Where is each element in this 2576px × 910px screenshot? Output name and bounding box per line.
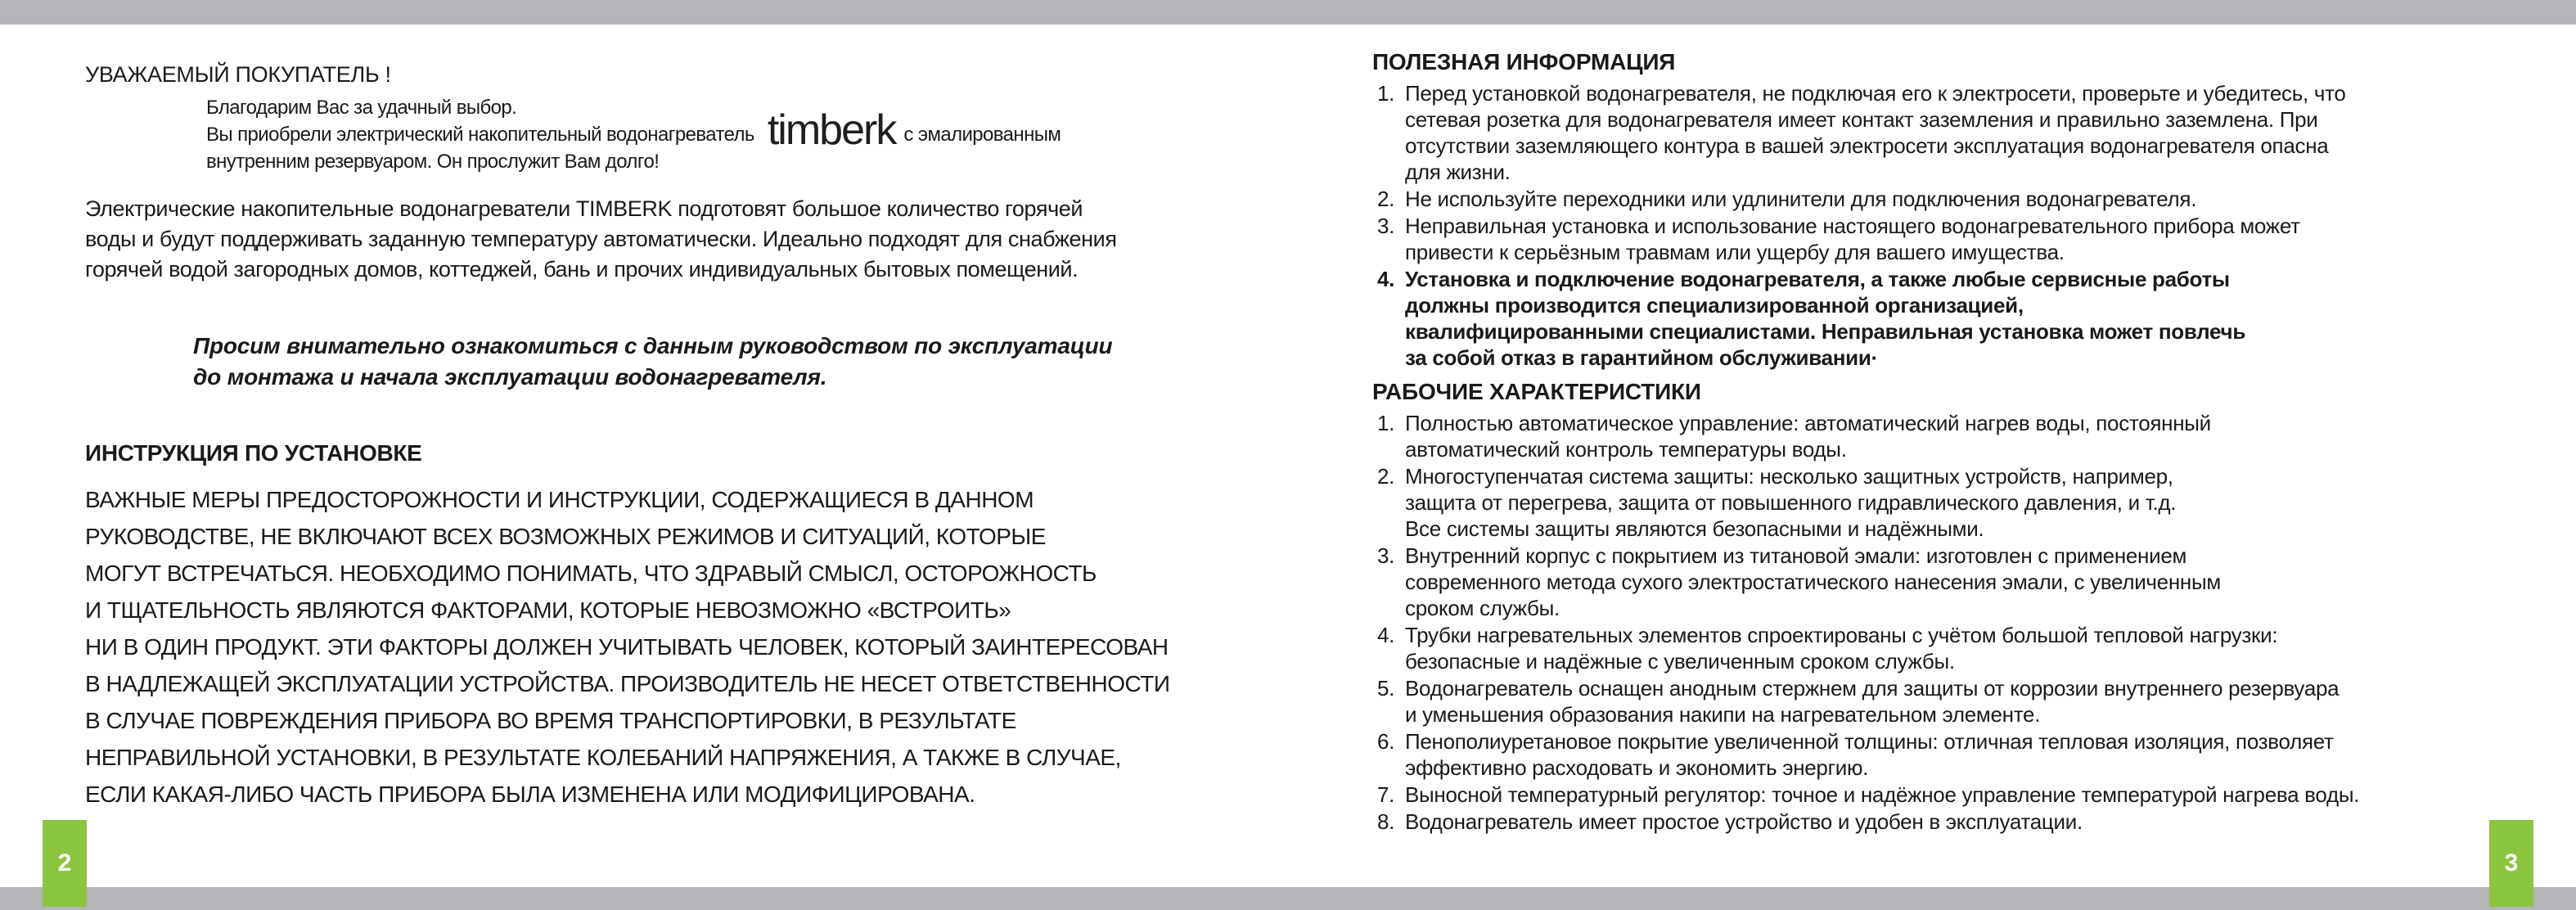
- bottom-band: [0, 887, 2576, 910]
- item-line: квалифицированными специалистами. Неправильная установка может повлечь: [1405, 319, 2246, 344]
- left-page: [85, 62, 1247, 813]
- list-item: [1372, 728, 2551, 781]
- read-manual-notice: [193, 331, 1247, 393]
- notice-line: Просим внимательно ознакомиться с данным руководством по эксплуатации: [193, 333, 1113, 358]
- timberk-logo: timberk: [767, 106, 896, 154]
- item-line: отсутствии заземляющего контура в вашей электросети эксплуатация водонагревателя опасна: [1405, 133, 2329, 158]
- item-line: безопасные и надёжные с увеличенным сроком службы.: [1405, 649, 1955, 673]
- item-line: и уменьшения образования накипи на нагревательном элементе.: [1405, 702, 2041, 727]
- item-line: Многоступенчатая система защиты: несколько защитных устройств, например,: [1405, 464, 2173, 489]
- item-number: 2.: [1377, 187, 1395, 211]
- item-number: 4.: [1377, 623, 1395, 647]
- description-line: горячей водой загородных домов, коттеджей, бань и прочих индивидуальных бытовых помещений.: [85, 257, 1079, 282]
- intro-line-2-start: Вы приобрели электрический накопительный водонагреватель: [206, 124, 754, 146]
- item-line: эффективно расходовать и экономить энергию.: [1405, 755, 1869, 780]
- right-page: [1372, 49, 2551, 836]
- warning-line: НИ В ОДИН ПРОДУКТ. ЭТИ ФАКТОРЫ ДОЛЖЕН УЧИТЫВАТЬ ЧЕЛОВЕК, КОТОРЫЙ ЗАИНТЕРЕСОВАН: [85, 634, 1169, 660]
- list-item: [1372, 266, 2551, 371]
- page-number-right: 3: [2489, 820, 2533, 907]
- item-line: Внутренний корпус с покрытием из титановой эмали: изготовлен с применением: [1405, 543, 2187, 568]
- warning-line: В СЛУЧАЕ ПОВРЕЖДЕНИЯ ПРИБОРА ВО ВРЕМЯ ТРАНСПОРТИРОВКИ, В РЕЗУЛЬТАТЕ: [85, 708, 1016, 733]
- intro-block: [206, 96, 1247, 174]
- warning-line: ВАЖНЫЕ МЕРЫ ПРЕДОСТОРОЖНОСТИ И ИНСТРУКЦИИ, СОДЕРЖАЩИЕСЯ В ДАННОМ: [85, 487, 1034, 512]
- list-item: [1372, 675, 2551, 728]
- list-item: [1372, 622, 2551, 674]
- item-line: Водонагреватель оснащен анодным стержнем для защиты от коррозии внутреннего резервуара: [1405, 676, 2340, 701]
- list-item: [1372, 80, 2551, 185]
- list-item: [1372, 463, 2551, 542]
- item-number: 3.: [1377, 543, 1395, 568]
- list-item: [1372, 410, 2551, 462]
- item-number: 7.: [1377, 782, 1395, 807]
- item-line: Полностью автоматическое управление: автоматический нагрев воды, постоянный: [1405, 411, 2211, 435]
- notice-line: до монтажа и начала эксплуатации водонагревателя.: [193, 364, 827, 390]
- item-line: за собой отказ в гарантийном обслуживании·: [1405, 345, 1878, 370]
- item-number: 5.: [1377, 676, 1395, 701]
- item-number: 1.: [1377, 411, 1395, 435]
- item-line: должны производится специализированной организацией,: [1405, 293, 2024, 318]
- item-number: 6.: [1377, 729, 1395, 754]
- item-number: 1.: [1377, 81, 1395, 106]
- page-number-left: 2: [43, 820, 87, 907]
- item-line: Трубки нагревательных элементов спроектированы с учётом большой тепловой нагрузки:: [1405, 623, 2278, 647]
- top-band: [0, 0, 2576, 25]
- item-line: автоматический контроль температуры воды.: [1405, 437, 1847, 462]
- item-number: 3.: [1377, 214, 1395, 238]
- greeting-title: УВАЖАЕМЫЙ ПОКУПАТЕЛЬ !: [85, 62, 391, 87]
- description-line: воды и будут поддерживать заданную температуру автоматически. Идеально подходят для снабжения: [85, 227, 1117, 251]
- item-number: 4.: [1377, 267, 1395, 291]
- item-line: сетевая розетка для водонагревателя имеет контакт заземления и правильно заземлена. При: [1405, 107, 2318, 132]
- list-item: [1372, 213, 2551, 265]
- useful-info-list: [1372, 80, 2551, 371]
- list-item: [1372, 543, 2551, 621]
- warning-line: В НАДЛЕЖАЩЕЙ ЭКСПЛУАТАЦИИ УСТРОЙСТВА. ПРОИЗВОДИТЕЛЬ НЕ НЕСЕТ ОТВЕТСТВЕННОСТИ: [85, 671, 1170, 696]
- description-line: Электрические накопительные водонагреватели TIMBERK подготовят большое количество горячей: [85, 196, 1083, 221]
- intro-line-1: Благодарим Вас за удачный выбор.: [206, 97, 517, 119]
- item-line: Не используйте переходники или удлинители для подключения водонагревателя.: [1405, 187, 2197, 211]
- item-line: современного метода сухого электростатического нанесения эмали, с увеличенным: [1405, 570, 2221, 594]
- item-line: Установка и подключение водонагревателя, а также любые сервисные работы: [1405, 267, 2230, 291]
- features-list: [1372, 410, 2551, 835]
- useful-info-title: ПОЛЕЗНАЯ ИНФОРМАЦИЯ: [1372, 49, 1676, 74]
- item-line: Пенополиуретановое покрытие увеличенной толщины: отличная тепловая изоляция, позволяет: [1405, 729, 2334, 754]
- item-line: защита от перегрева, защита от повышенного гидравлического давления, и т.д.: [1405, 490, 2177, 515]
- list-item: [1372, 809, 2551, 835]
- intro-line-3: внутренним резервуаром. Он прослужит Вам долго!: [206, 151, 660, 173]
- list-item: [1372, 782, 2551, 808]
- item-line: Перед установкой водонагревателя, не подключая его к электросети, проверьте и убедитесь, что: [1405, 81, 2346, 106]
- item-line: сроком службы.: [1405, 596, 1560, 620]
- list-item: [1372, 186, 2551, 212]
- product-description: [85, 194, 1247, 285]
- features-title: РАБОЧИЕ ХАРАКТЕРИСТИКИ: [1372, 379, 1701, 404]
- item-line: Все системы защиты являются безопасными и надёжными.: [1405, 516, 1984, 541]
- intro-line-2-end: с эмалированным: [903, 124, 1061, 146]
- safety-warning: [85, 481, 1247, 813]
- warning-line: НЕПРАВИЛЬНОЙ УСТАНОВКИ, В РЕЗУЛЬТАТЕ КОЛЕБАНИЙ НАПРЯЖЕНИЯ, А ТАКЖЕ В СЛУЧАЕ,: [85, 745, 1121, 770]
- item-number: 8.: [1377, 809, 1395, 834]
- item-number: 2.: [1377, 464, 1395, 489]
- warning-line: И ТЩАТЕЛЬНОСТЬ ЯВЛЯЮТСЯ ФАКТОРАМИ, КОТОРЫЕ НЕВОЗМОЖНО «ВСТРОИТЬ»: [85, 597, 1011, 623]
- item-line: Неправильная установка и использование настоящего водонагревательного прибора может: [1405, 214, 2300, 238]
- item-line: Выносной температурный регулятор: точное и надёжное управление температурой нагрева воды.: [1405, 782, 2360, 807]
- warning-line: ЕСЛИ КАКАЯ-ЛИБО ЧАСТЬ ПРИБОРА БЫЛА ИЗМЕНЕНА ИЛИ МОДИФИЦИРОВАНА.: [85, 782, 975, 807]
- item-line: для жизни.: [1405, 160, 1511, 184]
- item-line: Водонагреватель имеет простое устройство и удобен в эксплуатации.: [1405, 809, 2083, 834]
- warning-line: РУКОВОДСТВЕ, НЕ ВКЛЮЧАЮТ ВСЕХ ВОЗМОЖНЫХ РЕЖИМОВ И СИТУАЦИЙ, КОТОРЫЕ: [85, 524, 1046, 549]
- item-line: привести к серьёзным травмам или ущербу для вашего имущества.: [1405, 240, 2065, 264]
- warning-line: МОГУТ ВСТРЕЧАТЬСЯ. НЕОБХОДИМО ПОНИМАТЬ, ЧТО ЗДРАВЫЙ СМЫСЛ, ОСТОРОЖНОСТЬ: [85, 561, 1097, 586]
- install-instructions-title: ИНСТРУКЦИЯ ПО УСТАНОВКЕ: [85, 440, 422, 466]
